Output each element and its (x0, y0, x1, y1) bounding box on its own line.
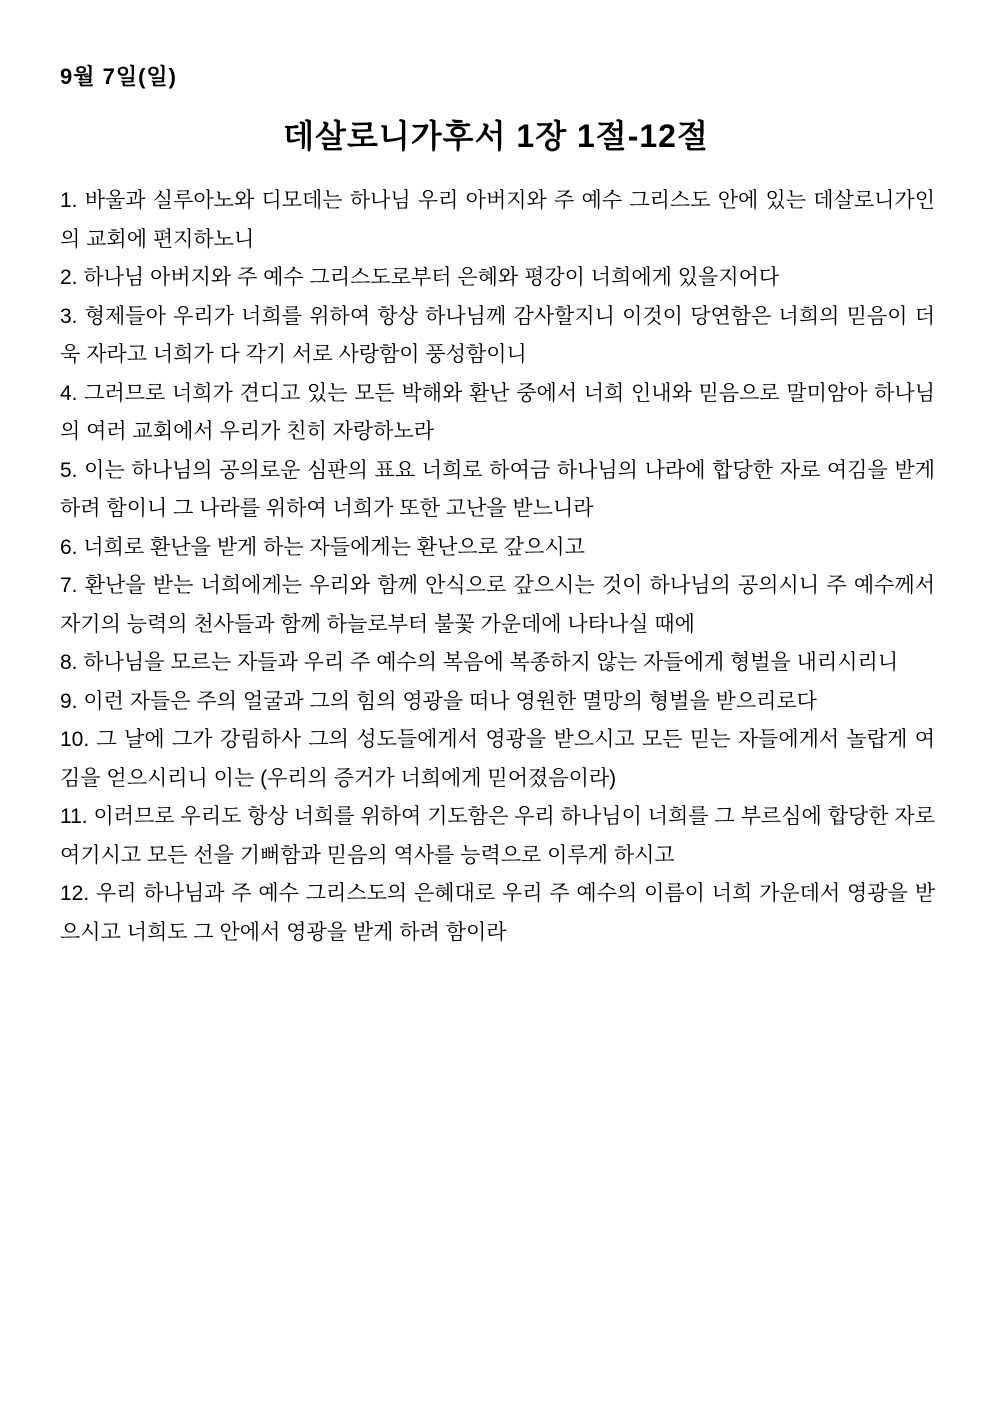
verse-1: 1. 바울과 실루아노와 디모데는 하나님 우리 아버지와 주 예수 그리스도 안에 있는 데살로니가인의 교회에 편지하노니 (60, 189, 935, 251)
date-label: 9월 7일(일) (60, 64, 177, 89)
verse-body (0, 182, 992, 952)
page-title: 데살로니가후서 1장 1절-12절 (283, 118, 709, 154)
verse-10: 10. 그 날에 그가 강림하사 그의 성도들에게서 영광을 받으시고 모든 믿는 자들에게서 놀랍게 여김을 얻으시리니 이는 (우리의 증거가 너희에게 믿어졌음이라) (60, 728, 935, 790)
verse-9: 9. 이런 자들은 주의 얼굴과 그의 힘의 영광을 떠나 영원한 멸망의 형벌을 받으리로다 (60, 689, 817, 713)
verse-4: 4. 그러므로 너희가 견디고 있는 모든 박해와 환난 중에서 너희 인내와 믿음으로 말미암아 하나님의 여러 교회에서 우리가 친히 자랑하노라 (60, 381, 935, 443)
verse-6: 6. 너희로 환난을 받게 하는 자들에게는 환난으로 갚으시고 (60, 535, 585, 559)
verse-11: 11. 이러므로 우리도 항상 너희를 위하여 기도함은 우리 하나님이 너희를 그 부르심에 합당한 자로 여기시고 모든 선을 기뻐함과 믿음의 역사를 능력으로 이루게 하시고 (60, 805, 935, 867)
verse-2: 2. 하나님 아버지와 주 예수 그리스도로부터 은혜와 평강이 너희에게 있을지어다 (60, 266, 780, 289)
verse-3: 3. 형제들아 우리가 너희를 위하여 항상 하나님께 감사할지니 이것이 당연함은 너희의 믿음이 더욱 자라고 너희가 다 각기 서로 사랑함이 풍성함이니 (60, 304, 935, 366)
verse-12: 12. 우리 하나님과 주 예수 그리스도의 은혜대로 우리 주 예수의 이름이 너희 가운데서 영광을 받으시고 너희도 그 안에서 영광을 받게 하려 함이라 (60, 882, 935, 944)
verse-8: 8. 하나님을 모르는 자들과 우리 주 예수의 복음에 복종하지 않는 자들에게 형벌을 내리시리니 (60, 651, 899, 674)
verse-7: 7. 환난을 받는 너희에게는 우리와 함께 안식으로 갚으시는 것이 하나님의 공의시니 주 예수께서 자기의 능력의 천사들과 함께 하늘로부터 불꽃 가운데에 나타나실 때에 (60, 574, 935, 636)
verse-5: 5. 이는 하나님의 공의로운 심판의 표요 너희로 하여금 하나님의 나라에 합당한 자로 여김을 받게 하려 함이니 그 나라를 위하여 너희가 또한 고난을 받느니라 (60, 458, 935, 520)
